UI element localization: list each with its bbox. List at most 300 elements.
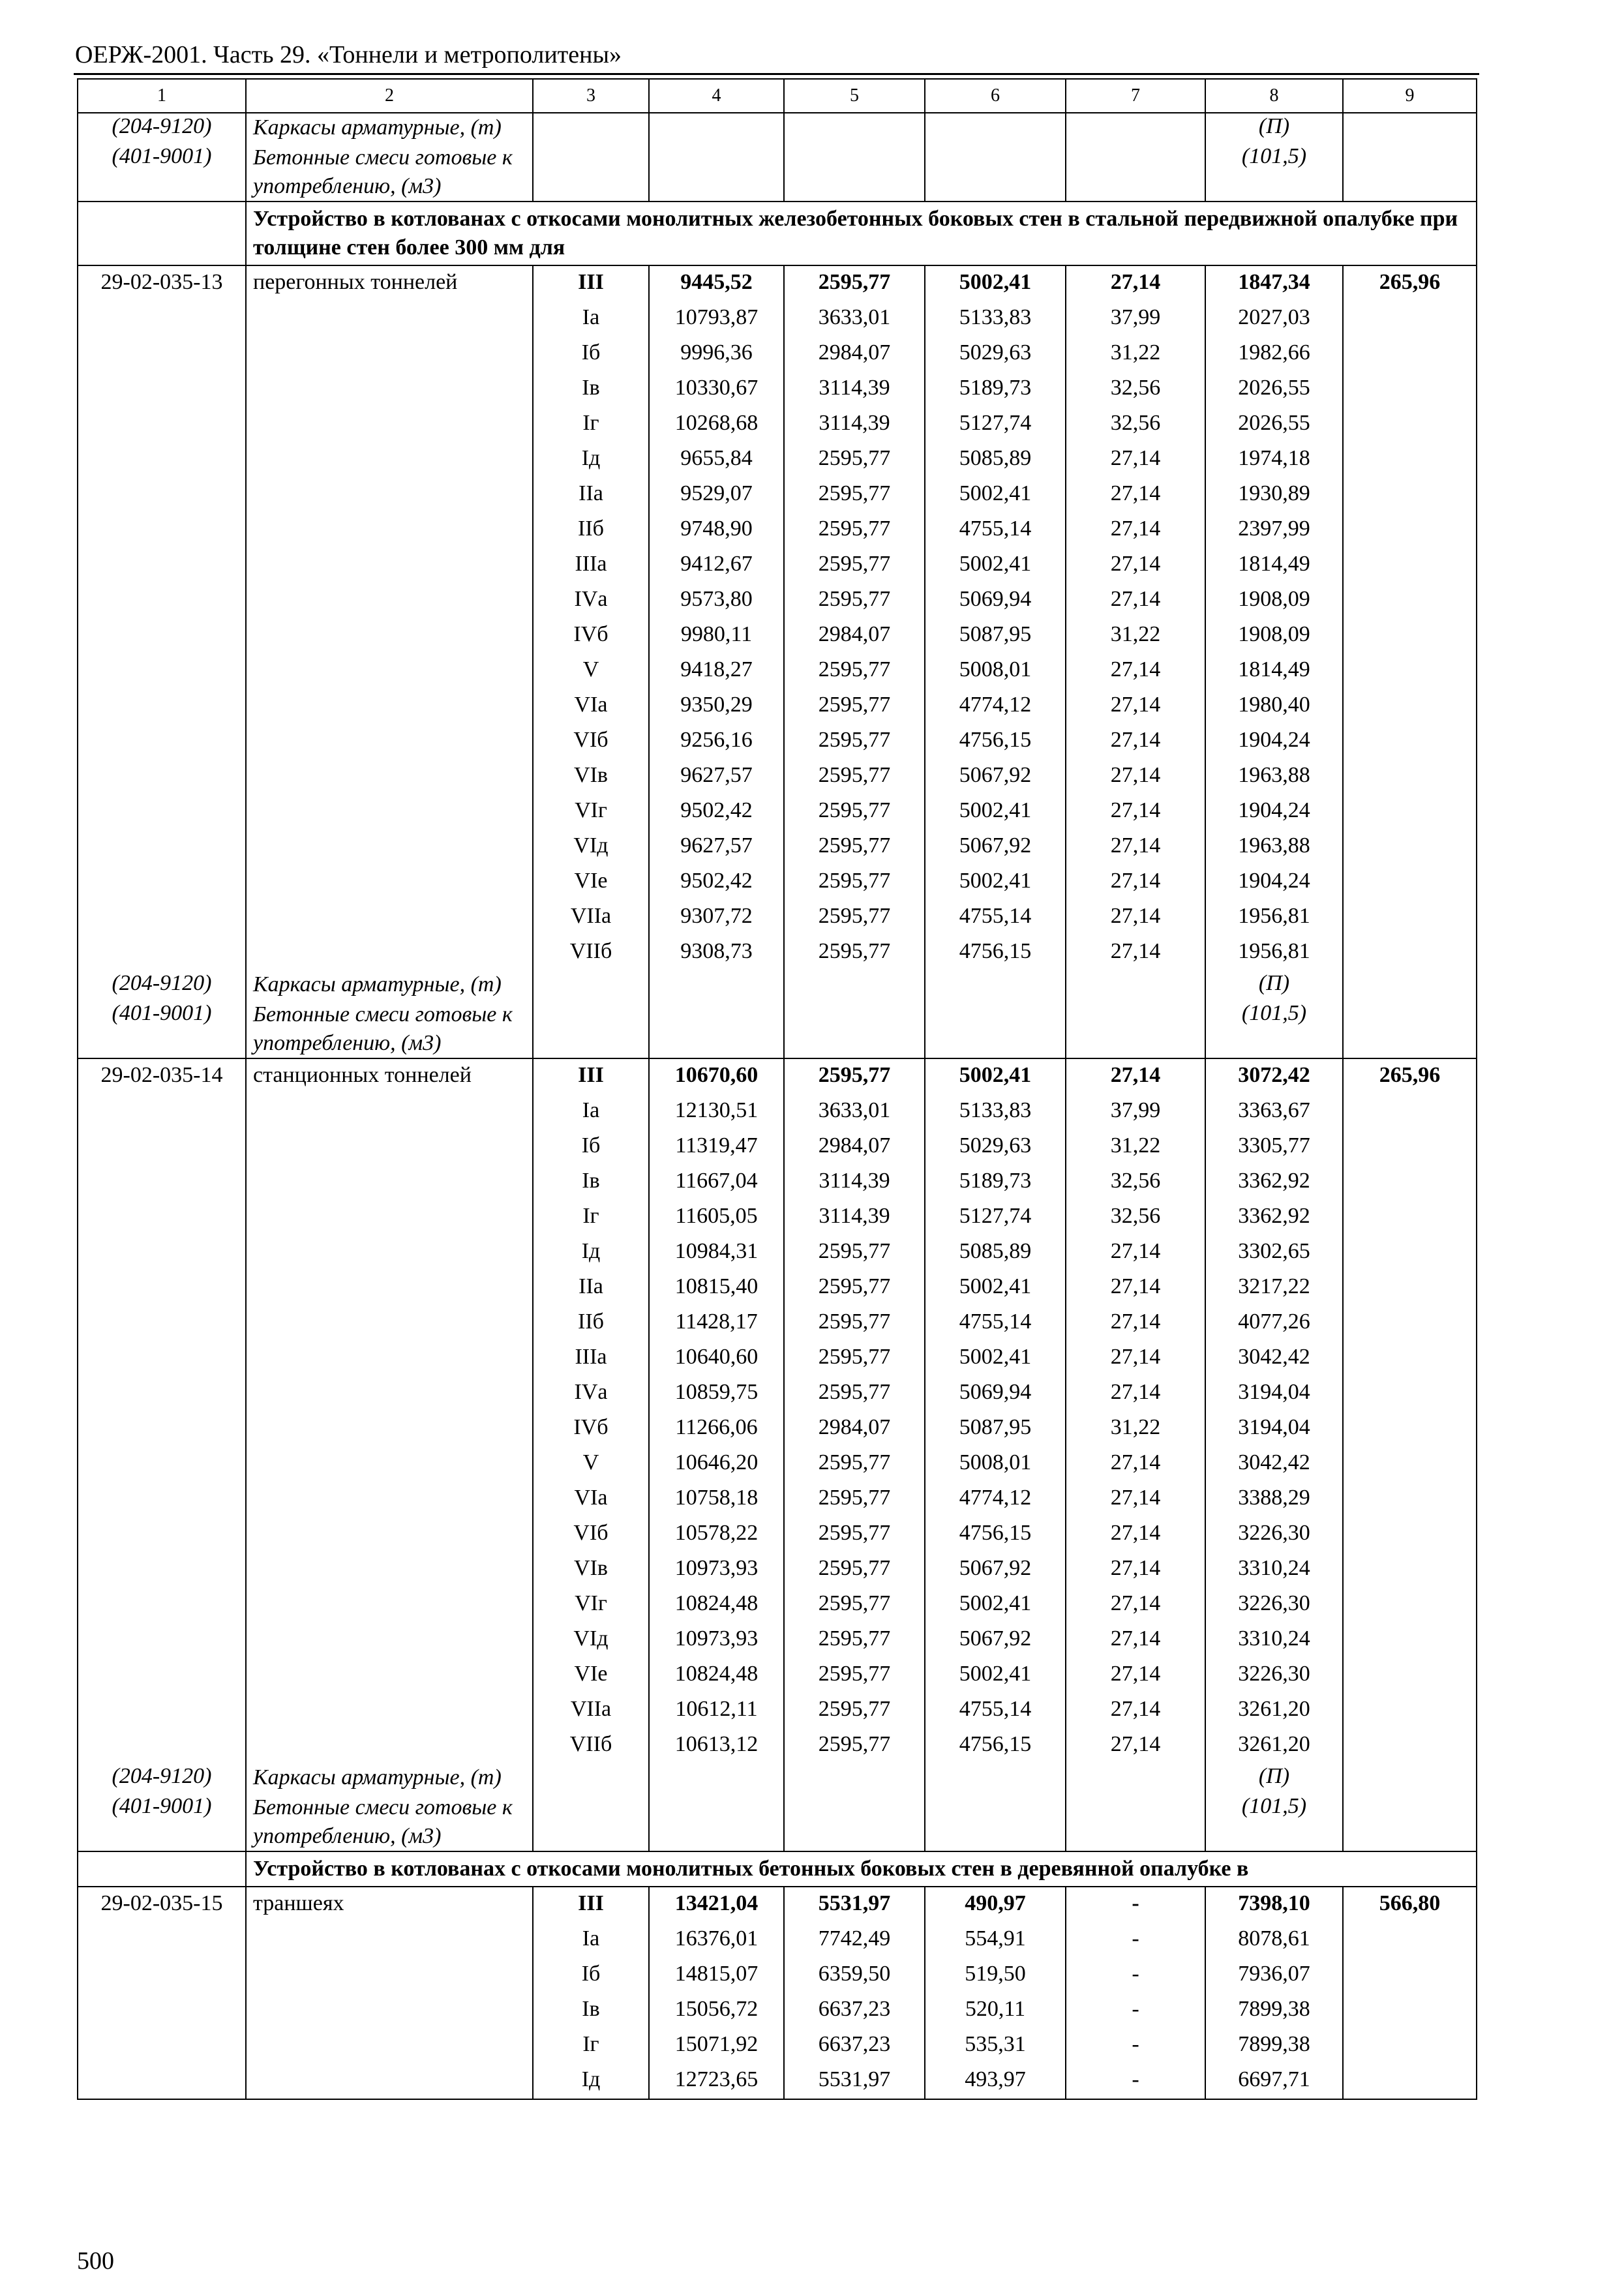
empty-cell — [246, 1094, 533, 1130]
driver-wages: 27,14 — [1066, 1446, 1205, 1482]
labor-wages: 2595,77 — [784, 1658, 925, 1693]
empty-cell — [78, 1306, 246, 1341]
empty-cell — [1066, 1793, 1205, 1851]
header-rule — [74, 73, 1479, 75]
rate-row-zone — [78, 1728, 1477, 1763]
empty-cell — [1066, 970, 1205, 1000]
labor-wages: 2595,77 — [784, 759, 925, 794]
machine-costs: 554,91 — [925, 1922, 1066, 1958]
empty-cell — [1343, 1728, 1477, 1763]
direct-costs: 10578,22 — [649, 1517, 784, 1552]
material-costs: 2397,99 — [1205, 513, 1343, 548]
price-zone: III — [533, 265, 649, 301]
empty-cell — [78, 1623, 246, 1658]
labor-wages: 6359,50 — [784, 1958, 925, 1993]
price-zone: Iа — [533, 1094, 649, 1130]
machine-costs: 5029,63 — [925, 1130, 1066, 1165]
empty-cell — [246, 653, 533, 689]
labor-wages: 3114,39 — [784, 407, 925, 442]
material-name: Бетонные смеси готовые к употреблению, (м3) — [246, 143, 533, 202]
empty-cell — [1066, 143, 1205, 202]
direct-costs: 9627,57 — [649, 759, 784, 794]
direct-costs: 10824,48 — [649, 1658, 784, 1693]
empty-cell — [649, 113, 784, 143]
column-header-5: 5 — [784, 79, 925, 113]
labor-wages: 3633,01 — [784, 1094, 925, 1130]
price-zone: IVб — [533, 1411, 649, 1446]
labor-wages: 2595,77 — [784, 1235, 925, 1270]
empty-cell — [78, 1728, 246, 1763]
material-costs: 1982,66 — [1205, 337, 1343, 372]
empty-cell — [78, 1658, 246, 1693]
driver-wages: 32,56 — [1066, 1200, 1205, 1235]
labor-wages: 6637,23 — [784, 1993, 925, 2028]
rate-row-zone — [78, 1993, 1477, 2028]
rate-code: 29-02-035-15 — [78, 1887, 246, 1922]
material-costs: 1963,88 — [1205, 830, 1343, 865]
material-costs: 3302,65 — [1205, 1235, 1343, 1270]
material-name: Бетонные смеси готовые к употреблению, (м3) — [246, 1000, 533, 1058]
empty-cell — [78, 442, 246, 477]
price-zone: Iв — [533, 372, 649, 407]
labor-wages: 2595,77 — [784, 1552, 925, 1587]
labor-wages: 2595,77 — [784, 1587, 925, 1623]
rate-row-zone — [78, 1270, 1477, 1306]
empty-cell — [78, 830, 246, 865]
price-zone: IVа — [533, 583, 649, 618]
direct-costs: 9655,84 — [649, 442, 784, 477]
price-zone: VIIб — [533, 935, 649, 970]
empty-cell — [1343, 1200, 1477, 1235]
empty-cell — [1343, 372, 1477, 407]
price-zone: IVб — [533, 618, 649, 653]
price-zone: VIб — [533, 724, 649, 759]
column-header-9: 9 — [1343, 79, 1477, 113]
price-zone: IIа — [533, 1270, 649, 1306]
machine-costs: 519,50 — [925, 1958, 1066, 1993]
rate-row-zone — [78, 1623, 1477, 1658]
rate-row-zone — [78, 1922, 1477, 1958]
material-quantity: (101,5) — [1205, 1000, 1343, 1058]
empty-cell — [246, 407, 533, 442]
empty-cell — [246, 301, 533, 337]
machine-costs: 520,11 — [925, 1993, 1066, 2028]
material-costs: 7899,38 — [1205, 2028, 1343, 2063]
empty-cell — [649, 1793, 784, 1851]
price-zone: III — [533, 1887, 649, 1922]
empty-cell — [1066, 1763, 1205, 1793]
empty-cell — [1343, 113, 1477, 143]
rate-row-zone — [78, 759, 1477, 794]
rate-row-zone — [78, 618, 1477, 653]
empty-cell — [1343, 935, 1477, 970]
machine-costs: 5085,89 — [925, 1235, 1066, 1270]
material-code: (401-9001) — [78, 1793, 246, 1851]
machine-costs: 5002,41 — [925, 865, 1066, 900]
rate-row-zone — [78, 865, 1477, 900]
empty-cell — [784, 1000, 925, 1058]
rate-code: 29-02-035-13 — [78, 265, 246, 301]
empty-cell — [78, 724, 246, 759]
price-zone: III — [533, 1058, 649, 1094]
driver-wages: 27,14 — [1066, 653, 1205, 689]
empty-cell — [78, 1411, 246, 1446]
empty-cell — [784, 1793, 925, 1851]
labor-wages: 2595,77 — [784, 1446, 925, 1482]
labor-wages: 2595,77 — [784, 830, 925, 865]
driver-wages: 27,14 — [1066, 865, 1205, 900]
machine-costs: 5002,41 — [925, 1587, 1066, 1623]
empty-cell — [649, 970, 784, 1000]
rate-row-zone — [78, 1094, 1477, 1130]
empty-cell — [246, 2028, 533, 2063]
direct-costs: 10640,60 — [649, 1341, 784, 1376]
driver-wages: 31,22 — [1066, 337, 1205, 372]
driver-wages: 31,22 — [1066, 618, 1205, 653]
labor-wages: 3114,39 — [784, 1200, 925, 1235]
machine-costs: 5067,92 — [925, 759, 1066, 794]
driver-wages: 27,14 — [1066, 1306, 1205, 1341]
machine-costs: 5008,01 — [925, 1446, 1066, 1482]
empty-cell — [1343, 1165, 1477, 1200]
material-quantity: (П) — [1205, 1763, 1343, 1793]
empty-cell — [246, 1552, 533, 1587]
empty-cell — [78, 1165, 246, 1200]
column-header-3: 3 — [533, 79, 649, 113]
machine-costs: 4755,14 — [925, 900, 1066, 935]
material-costs: 3363,67 — [1205, 1094, 1343, 1130]
empty-cell — [246, 1411, 533, 1446]
empty-cell — [246, 477, 533, 513]
labor-wages: 6637,23 — [784, 2028, 925, 2063]
driver-wages: - — [1066, 1887, 1205, 1922]
empty-cell — [246, 1993, 533, 2028]
machine-costs: 4756,15 — [925, 1728, 1066, 1763]
rates-table — [77, 78, 1477, 2100]
material-costs: 3194,04 — [1205, 1376, 1343, 1411]
material-costs: 1814,49 — [1205, 548, 1343, 583]
empty-cell — [78, 2028, 246, 2063]
rate-row-zone — [78, 477, 1477, 513]
empty-cell — [78, 202, 246, 265]
direct-costs: 9412,67 — [649, 548, 784, 583]
driver-wages: 37,99 — [1066, 301, 1205, 337]
driver-wages: 27,14 — [1066, 1341, 1205, 1376]
labor-wages: 2595,77 — [784, 1058, 925, 1094]
rate-row-zone — [78, 1587, 1477, 1623]
price-zone: VIд — [533, 830, 649, 865]
empty-cell — [246, 1341, 533, 1376]
rate-row-zone — [78, 1693, 1477, 1728]
empty-cell — [78, 689, 246, 724]
material-code: (204-9120) — [78, 1763, 246, 1793]
empty-cell — [246, 618, 533, 653]
empty-cell — [1343, 618, 1477, 653]
empty-cell — [1343, 689, 1477, 724]
direct-costs: 10330,67 — [649, 372, 784, 407]
driver-wages: 31,22 — [1066, 1130, 1205, 1165]
empty-cell — [649, 143, 784, 202]
rate-row-base — [78, 1887, 1477, 1922]
driver-wages: 27,14 — [1066, 513, 1205, 548]
material-costs: 7899,38 — [1205, 1993, 1343, 2028]
machine-costs: 4756,15 — [925, 1517, 1066, 1552]
price-zone: VIа — [533, 689, 649, 724]
empty-cell — [78, 618, 246, 653]
driver-wages: 27,14 — [1066, 935, 1205, 970]
direct-costs: 10973,93 — [649, 1552, 784, 1587]
material-costs: 3072,42 — [1205, 1058, 1343, 1094]
material-costs: 3362,92 — [1205, 1165, 1343, 1200]
direct-costs: 11428,17 — [649, 1306, 784, 1341]
machine-costs: 5002,41 — [925, 1658, 1066, 1693]
material-costs: 2026,55 — [1205, 407, 1343, 442]
empty-cell — [78, 1235, 246, 1270]
machine-costs: 5069,94 — [925, 583, 1066, 618]
driver-wages: 27,14 — [1066, 583, 1205, 618]
price-zone: Iд — [533, 1235, 649, 1270]
empty-cell — [78, 583, 246, 618]
price-zone: Iб — [533, 337, 649, 372]
price-zone: VIб — [533, 1517, 649, 1552]
column-header-2: 2 — [246, 79, 533, 113]
empty-cell — [1343, 653, 1477, 689]
labor-wages: 3114,39 — [784, 1165, 925, 1200]
labor-wages: 7742,49 — [784, 1922, 925, 1958]
empty-cell — [78, 900, 246, 935]
price-zone: VIг — [533, 1587, 649, 1623]
rates-table-body — [78, 79, 1477, 2099]
column-header-1: 1 — [78, 79, 246, 113]
direct-costs: 14815,07 — [649, 1958, 784, 1993]
price-zone: Iг — [533, 2028, 649, 2063]
rate-name: перегонных тоннелей — [246, 265, 533, 301]
machine-costs: 5133,83 — [925, 301, 1066, 337]
empty-cell — [1343, 1793, 1477, 1851]
empty-cell — [246, 1482, 533, 1517]
labor-wages: 2984,07 — [784, 1130, 925, 1165]
material-costs: 1904,24 — [1205, 724, 1343, 759]
machine-costs: 5067,92 — [925, 830, 1066, 865]
direct-costs: 9627,57 — [649, 830, 784, 865]
material-row — [78, 113, 1477, 143]
driver-wages: 27,14 — [1066, 1693, 1205, 1728]
labor-wages: 2595,77 — [784, 865, 925, 900]
empty-cell — [1343, 1000, 1477, 1058]
empty-cell — [1343, 865, 1477, 900]
empty-cell — [78, 372, 246, 407]
rate-row-zone — [78, 513, 1477, 548]
labor-wages: 2984,07 — [784, 1411, 925, 1446]
labor-hours: 265,96 — [1343, 1058, 1477, 1094]
price-zone: VIг — [533, 794, 649, 830]
empty-cell — [78, 1587, 246, 1623]
direct-costs: 9307,72 — [649, 900, 784, 935]
empty-cell — [1343, 143, 1477, 202]
empty-cell — [533, 1793, 649, 1851]
empty-cell — [1343, 1376, 1477, 1411]
price-zone: VIе — [533, 1658, 649, 1693]
empty-cell — [246, 830, 533, 865]
empty-cell — [1343, 1763, 1477, 1793]
price-zone: V — [533, 1446, 649, 1482]
empty-cell — [78, 1446, 246, 1482]
rate-row-zone — [78, 900, 1477, 935]
empty-cell — [78, 1552, 246, 1587]
labor-wages: 5531,97 — [784, 2063, 925, 2099]
empty-cell — [246, 1693, 533, 1728]
machine-costs: 5002,41 — [925, 1058, 1066, 1094]
empty-cell — [246, 900, 533, 935]
direct-costs: 9502,42 — [649, 865, 784, 900]
material-costs: 3226,30 — [1205, 1658, 1343, 1693]
labor-wages: 2595,77 — [784, 513, 925, 548]
material-costs: 2027,03 — [1205, 301, 1343, 337]
labor-wages: 2595,77 — [784, 794, 925, 830]
price-zone: VIIа — [533, 900, 649, 935]
labor-wages: 2984,07 — [784, 618, 925, 653]
material-costs: 3310,24 — [1205, 1552, 1343, 1587]
material-costs: 3305,77 — [1205, 1130, 1343, 1165]
price-zone: Iв — [533, 1165, 649, 1200]
direct-costs: 10793,87 — [649, 301, 784, 337]
driver-wages: 27,14 — [1066, 1517, 1205, 1552]
direct-costs: 10815,40 — [649, 1270, 784, 1306]
material-costs: 3042,42 — [1205, 1446, 1343, 1482]
empty-cell — [1343, 1482, 1477, 1517]
rate-row-zone — [78, 337, 1477, 372]
rate-code: 29-02-035-14 — [78, 1058, 246, 1094]
direct-costs: 9445,52 — [649, 265, 784, 301]
empty-cell — [925, 1000, 1066, 1058]
driver-wages: 27,14 — [1066, 830, 1205, 865]
price-zone: VIIа — [533, 1693, 649, 1728]
direct-costs: 15071,92 — [649, 2028, 784, 2063]
rate-row-zone — [78, 1411, 1477, 1446]
direct-costs: 11667,04 — [649, 1165, 784, 1200]
machine-costs: 5189,73 — [925, 1165, 1066, 1200]
direct-costs: 11319,47 — [649, 1130, 784, 1165]
column-header-8: 8 — [1205, 79, 1343, 113]
column-header-6: 6 — [925, 79, 1066, 113]
empty-cell — [1343, 1587, 1477, 1623]
labor-hours: 265,96 — [1343, 265, 1477, 301]
rate-row-zone — [78, 2028, 1477, 2063]
material-costs: 3226,30 — [1205, 1587, 1343, 1623]
empty-cell — [246, 1728, 533, 1763]
empty-cell — [1343, 513, 1477, 548]
labor-wages: 2595,77 — [784, 1306, 925, 1341]
machine-costs: 5087,95 — [925, 1411, 1066, 1446]
rate-name: траншеях — [246, 1887, 533, 1922]
material-costs: 1904,24 — [1205, 794, 1343, 830]
empty-cell — [1343, 548, 1477, 583]
material-costs: 1930,89 — [1205, 477, 1343, 513]
direct-costs: 10268,68 — [649, 407, 784, 442]
rate-row-zone — [78, 935, 1477, 970]
direct-costs: 9418,27 — [649, 653, 784, 689]
driver-wages: 27,14 — [1066, 1235, 1205, 1270]
machine-costs: 5127,74 — [925, 1200, 1066, 1235]
rate-name: станционных тоннелей — [246, 1058, 533, 1094]
material-row — [78, 143, 1477, 202]
empty-cell — [78, 865, 246, 900]
material-name: Каркасы арматурные, (т) — [246, 1763, 533, 1793]
driver-wages: 27,14 — [1066, 548, 1205, 583]
price-zone: IIа — [533, 477, 649, 513]
material-costs: 1847,34 — [1205, 265, 1343, 301]
empty-cell — [78, 337, 246, 372]
empty-cell — [78, 407, 246, 442]
material-costs: 1814,49 — [1205, 653, 1343, 689]
empty-cell — [1066, 1000, 1205, 1058]
price-zone: VIа — [533, 1482, 649, 1517]
rate-row-zone — [78, 653, 1477, 689]
driver-wages: 27,14 — [1066, 1728, 1205, 1763]
driver-wages: 27,14 — [1066, 442, 1205, 477]
price-zone: IIIа — [533, 548, 649, 583]
material-costs: 3261,20 — [1205, 1728, 1343, 1763]
machine-costs: 5189,73 — [925, 372, 1066, 407]
labor-wages: 2595,77 — [784, 935, 925, 970]
empty-cell — [784, 970, 925, 1000]
driver-wages: - — [1066, 1922, 1205, 1958]
section-title-row — [78, 202, 1477, 265]
price-zone: Iа — [533, 301, 649, 337]
empty-cell — [78, 653, 246, 689]
driver-wages: 32,56 — [1066, 372, 1205, 407]
empty-cell — [246, 513, 533, 548]
direct-costs: 9350,29 — [649, 689, 784, 724]
driver-wages: 27,14 — [1066, 1552, 1205, 1587]
empty-cell — [78, 1517, 246, 1552]
empty-cell — [1343, 442, 1477, 477]
material-quantity: (П) — [1205, 970, 1343, 1000]
empty-cell — [1343, 583, 1477, 618]
rate-row-zone — [78, 301, 1477, 337]
material-costs: 4077,26 — [1205, 1306, 1343, 1341]
material-costs: 1908,09 — [1205, 618, 1343, 653]
material-row — [78, 1793, 1477, 1851]
empty-cell — [246, 583, 533, 618]
empty-cell — [246, 548, 533, 583]
material-costs: 3388,29 — [1205, 1482, 1343, 1517]
machine-costs: 5067,92 — [925, 1623, 1066, 1658]
driver-wages: 27,14 — [1066, 265, 1205, 301]
price-zone: Iд — [533, 442, 649, 477]
driver-wages: 27,14 — [1066, 1658, 1205, 1693]
empty-cell — [925, 113, 1066, 143]
direct-costs: 10973,93 — [649, 1623, 784, 1658]
labor-wages: 2595,77 — [784, 548, 925, 583]
empty-cell — [1343, 1446, 1477, 1482]
rate-row-zone — [78, 724, 1477, 759]
machine-costs: 5002,41 — [925, 794, 1066, 830]
price-zone: V — [533, 653, 649, 689]
rate-row-zone — [78, 583, 1477, 618]
labor-wages: 5531,97 — [784, 1887, 925, 1922]
material-costs: 8078,61 — [1205, 1922, 1343, 1958]
rate-row-zone — [78, 1958, 1477, 1993]
labor-wages: 2595,77 — [784, 724, 925, 759]
labor-wages: 2595,77 — [784, 1376, 925, 1411]
machine-costs: 5002,41 — [925, 1270, 1066, 1306]
empty-cell — [78, 1270, 246, 1306]
empty-cell — [78, 1693, 246, 1728]
empty-cell — [246, 1446, 533, 1482]
price-zone: Iд — [533, 2063, 649, 2099]
rate-row-zone — [78, 1658, 1477, 1693]
